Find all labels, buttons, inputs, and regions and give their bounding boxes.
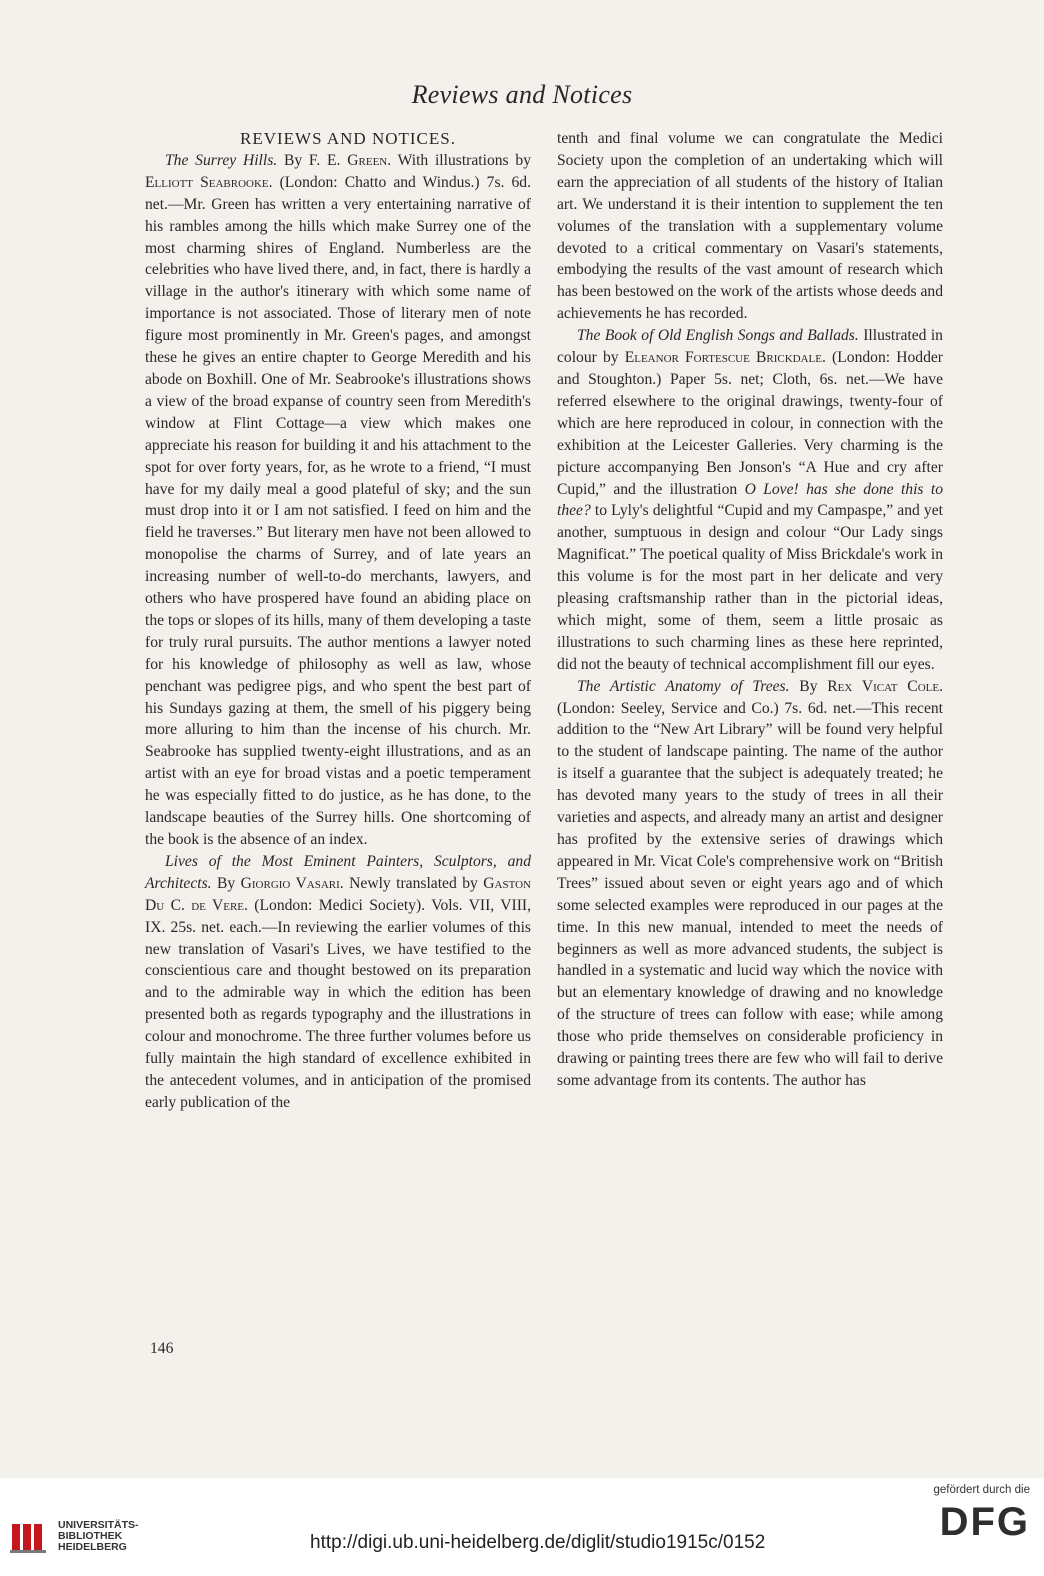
review-byline: By F. E. bbox=[277, 151, 348, 169]
review-body: (London: Medici Society). Vols. VII, VIII, IX. 25s. net. each.—In reviewing the earlier volumes of this new translation of Vasari's Lives, we have testified to the conscientious care and thought bestowed on its preparation and to the admirable way in which the edition has been presented both as regards typography and the illustrations in colour and monochrome. The three further volumes before us fully maintain the high standard of excellence exhibited in the antecedent volumes, and in anticipation of the promised early publication of the bbox=[145, 896, 531, 1111]
review-body-cont: to Lyly's delightful “Cupid and my Campaspe,” and yet another, sumptuous in design and colour “Our Lady sings Magnificat.” The poetical quality of Miss Brickdale's work in this volume is for the most part in her delicate and very pleasing craftsmanship rather than in the pictorial ideas, which might, some of them, seem a little prosaic as illustrations to such charming lines as these here reprinted, did not the beauty of technical accomplishment fill our eyes. bbox=[557, 502, 943, 673]
review-surrey-hills bbox=[145, 150, 531, 851]
review-old-english-songs bbox=[557, 325, 943, 676]
review-illustrator: Elliott Seabrooke. bbox=[145, 173, 273, 191]
university-library-logo bbox=[10, 1518, 140, 1554]
review-author: Giorgio Vasari. bbox=[240, 874, 344, 892]
review-byline-mid: Newly translated by bbox=[343, 874, 484, 892]
funder-badge bbox=[910, 1484, 1030, 1568]
review-byline-mid: With illustrations by bbox=[391, 151, 531, 169]
review-continuation: tenth and final volume we can congratulate the Medici Society upon the completion of an undertaking which will earn the appreciation of all students of the history of Italian art. We understand it is their intention to supplement the ten volumes of the translation with a supplementary volume devoted to a critical commentary on Vasari's statements, embodying the results of the vast amount of research which has been bestowed on the work of the artists whose deeds and achievements he has recorded. bbox=[557, 130, 943, 323]
digitization-footer bbox=[0, 1478, 1044, 1576]
section-title: REVIEWS AND NOTICES. bbox=[240, 129, 456, 148]
review-author: Green. bbox=[347, 151, 392, 169]
review-body: (London: Chatto and Windus.) 7s. 6d. net.—Mr. Green has written a very entertaining narrative of his rambles among the hills which make Surrey one of the most charming shires of England. Numberless are the celebrities who have lived there, and, in fact, there is hardly a village in the author's itinerary with which some name of importance is not associated. Those of literary men of note figure most prominently in Mr. Green's pages, and amongst these he gives an entire chapter to George Meredith and his abode on Boxhill. One of Mr. Seabrooke's illustrations shows a view of the broad expanse of country seen from Meredith's window at Flint Cottage—a view which makes one appreciate his reason for building it and his attachment to the spot for over forty years, for, as he wrote to a friend, “I must have for my daily meal a good plateful of sky; and the sun must drop into it or I am not satisfied. I feed on him and the field he traverses.” But literary men have not been allowed to monopolise the charms of Surrey, and of late years an increasing number of well-to-do merchants, lawyers, and others who have prospered have found an abiding place on the tops or slopes of its hills, many of them developing a taste for truly rural pursuits. The author mentions a lawyer noted for his knowledge of philosophy as well as law, whose penchant was pedigree pigs, and who spent the best part of his Sundays gazing at them, the smell of his piggery being more alluring to him than the incense of his church. Mr. Seabrooke has supplied twenty-eight illustrations, and as an artist with an eye for broad vistas and a poetic temperament he was especially fitted to do justice, as he has done, to the landscape beauties of the Surrey hills. One shortcoming of the book is the absence of an index. bbox=[145, 173, 531, 848]
review-translator: Gaston Du C. de Vere. bbox=[145, 874, 531, 914]
funder-label: gefördert durch die bbox=[933, 1484, 1030, 1496]
library-name-line: UNIVERSITÄTS- bbox=[58, 1519, 139, 1531]
library-name-line: HEIDELBERG bbox=[58, 1541, 127, 1553]
review-title: The Book of Old English Songs and Ballads. bbox=[577, 327, 859, 345]
left-column bbox=[145, 128, 531, 1114]
library-emblem-icon bbox=[10, 1520, 50, 1554]
review-italic-quote: O Love! has she done this to thee? bbox=[557, 480, 944, 520]
library-name bbox=[58, 1520, 139, 1553]
library-name-line: BIBLIOTHEK bbox=[58, 1530, 123, 1542]
review-body: (London: Hodder and Stoughton.) Paper 5s. net; Cloth, 6s. net.—We have referred elsewhere to the original drawings, twenty-four of which are here reproduced in colour, in connection with the exhibition at the Leicester Galleries. Very charming is the picture accompanying Ben Jonson's “A Hue and cry after Cupid,” and the illustration bbox=[557, 349, 943, 498]
review-byline: By bbox=[789, 677, 828, 695]
permalink-url[interactable]: http://digi.ub.uni-heidelberg.de/diglit/studio1915c/0152 bbox=[310, 1532, 766, 1553]
review-author: Eleanor Fortescue Brickdale. bbox=[624, 349, 826, 367]
running-head: Reviews and Notices bbox=[411, 80, 633, 109]
review-vasari-lives bbox=[145, 851, 531, 1114]
right-column bbox=[557, 128, 943, 1092]
review-title: Lives of the Most Eminent Painters, Sculptors, and Architects. bbox=[145, 852, 531, 892]
review-title: The Surrey Hills. bbox=[165, 151, 278, 169]
page-number: 146 bbox=[150, 1340, 174, 1357]
dfg-logo: DFG bbox=[939, 1500, 1030, 1544]
review-body: (London: Seeley, Service and Co.) 7s. 6d. net.—This recent addition to the “New Art Library” will be found very helpful to the student of landscape painting. The name of the author is itself a guarantee that the subject is adequately treated; he has devoted many years to the study of trees in all their varieties and aspects, and already many an artist and designer has profited by the extensive series of drawings which appeared in Mr. Vicat Cole's comprehensive work on “British Trees” issued about seven or eight years ago and of which some selected examples were reproduced in our pages at the time. In this new manual, intended to meet the needs of beginners as well as more advanced students, the subject is handled in a systematic and lucid way which the novice with but an elementary knowledge of drawing and no knowledge of the structure of trees can follow with ease; while among those who pride themselves on considerable proficiency in drawing or painting trees there are few who will fail to derive some advantage from its contents. The author has bbox=[557, 699, 943, 1089]
review-author: Rex Vicat Cole. bbox=[827, 677, 943, 695]
review-byline: Illustrated in colour by bbox=[557, 327, 943, 367]
review-artistic-anatomy-trees bbox=[557, 676, 943, 1092]
review-title: The Artistic Anatomy of Trees. bbox=[577, 677, 790, 695]
review-byline: By bbox=[211, 874, 241, 892]
